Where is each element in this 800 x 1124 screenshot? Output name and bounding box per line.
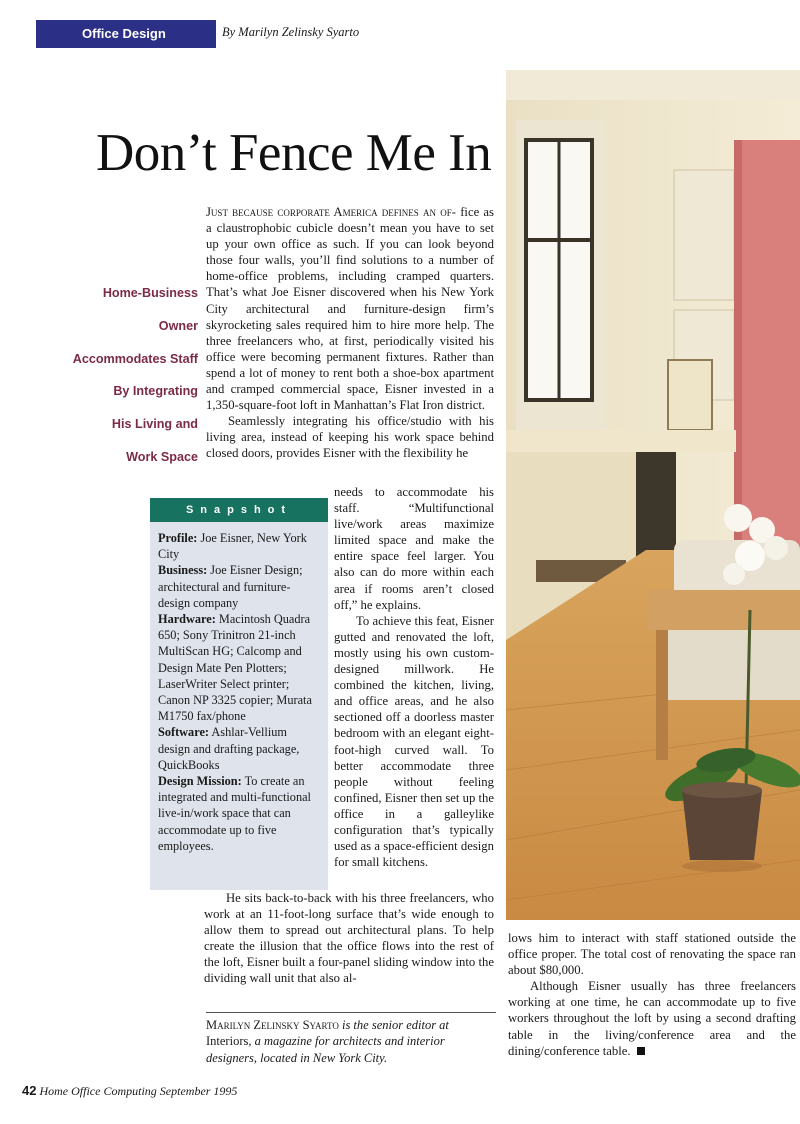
snapshot-text: Ashlar-Vellium design and drafting package, QuickBooks [158,725,300,772]
deck-line: Accommodates Staff [72,351,198,366]
section-tab: Office Design [36,20,216,48]
folio-text: Home Office Computing September 1995 [39,1084,238,1098]
snapshot-body [150,522,328,854]
article-paragraph: To achieve this feat, Eisner gutted and renovated the loft, mostly using his own custom-designed millwork. He combined the kitchen, living, and office areas, and he also sectioned off a doorless master bedroom with an elegant eight-foot-high curved wall. To better accommodate three people without feeling confined, Eisner then set up the office in a galleylike configuration that’s typically used as a space-efficient design for small kitchens. [334,613,494,870]
deck-line: His Living and [111,417,198,432]
bio-text: , a magazine for architects and interior designers, located in New York City. [206,1034,445,1065]
article-paragraph: Seamlessly integrating his office/studio with his living area, instead of keeping his work space behind closed doors, provides Eisner with the flexibility he [206,414,494,461]
snapshot-text: Joe Eisner Design; architectural and furniture-design company [158,563,303,610]
end-mark-icon [637,1047,645,1055]
article-paragraph [508,978,796,1058]
bio-magazine: Interiors [206,1034,249,1049]
article-paragraph: He sits back-to-back with his three freelancers, who work at an 11-foot-long surface that’s wide enough to allow them to spread out architectural plans. To help create the illusion that the office flows into the rest of the loft, Eisner built a four-panel sliding window into the dividing wall unit that also al- [204,891,494,986]
snapshot-text: Joe Eisner, New York City [158,531,307,562]
article-column-2 [334,484,494,870]
deck-line: Home-Business [102,286,198,300]
snapshot-sidebar [150,498,328,890]
snapshot-item [158,773,320,854]
snapshot-text: To create an integrated and multi-functional live-in/work space that can accommodate up to five employees. [158,774,311,853]
snapshot-label: Design Mission: [158,774,242,789]
snapshot-label: Business: [158,563,208,578]
bio-name: Marilyn Zelinsky Syarto [206,1018,339,1032]
bio-text: is the senior editor at [338,1018,449,1032]
article-paragraph [206,204,494,413]
paragraph-text: Although Eisner usually has three freelancers working at one time, he can accommodate up to five workers throughout the loft by using a second drafting table in the living/conference area and the dining/conference table. [508,979,796,1058]
lead-in: Just because corporate America defines an of- [206,205,456,219]
page-number: 42 [22,1083,37,1098]
snapshot-item [158,611,320,724]
deck-line: By Integrating [113,384,198,399]
snapshot-item [158,530,320,562]
author-bio [206,1012,496,1066]
loft-office-photo [506,70,800,920]
photo-illustration [506,70,800,920]
snapshot-title: Snapshot [150,498,328,522]
byline: By Marilyn Zelinsky Syarto [222,25,360,39]
article-column-4 [508,930,796,1059]
snapshot-label: Hardware: [158,612,216,627]
article-column-1 [206,204,494,462]
paragraph-text: fice as a claustrophobic cubicle doesn’t mean you have to set up your own office as such. If you can look beyond those four walls, you’ll find solutions to a number of home-office problems, including cramped quarters. That’s what Joe Eisner discovered when his New York City architectural and furniture-design firm’s skyrocketing sales required him to hire more help. The three freelancers who, at first, periodically visited his office were becoming permanent fixtures. Rather than spend a lot of money to rent both a shoe-box apartment and cramped commercial space, Eisner invested in a 1,350-square-foot loft in Manhattan’s Flat Iron district. [206,205,494,413]
folio [22,1083,237,1099]
article-paragraph: lows him to interact with staff stationed outside the office proper. The total cost of renovating the space ran about $80,000. [508,931,796,978]
snapshot-label: Profile: [158,531,198,545]
headline: Don’t Fence Me In [96,124,492,182]
snapshot-item [158,562,320,611]
snapshot-item [158,724,320,773]
snapshot-label: Software: [158,725,209,740]
deck-line: Owner [158,318,198,333]
snapshot-text: Macintosh Quadra 650; Sony Trinitron 21-inch MultiScan HG; Calcomp and Design Mate Pen Plotters; LaserWriter Select printer; Canon NP 3325 copier; Murata M1750 fax/phone [158,612,312,724]
deck [20,284,198,481]
deck-line: Work Space [126,449,198,464]
article-paragraph: needs to accommodate his staff. “Multifunctional live/work areas maximize limited space and make the entire space feel larger. You also can do more within each area if rooms aren’t closed off,” he explains. [334,485,494,612]
article-column-3 [204,890,494,987]
